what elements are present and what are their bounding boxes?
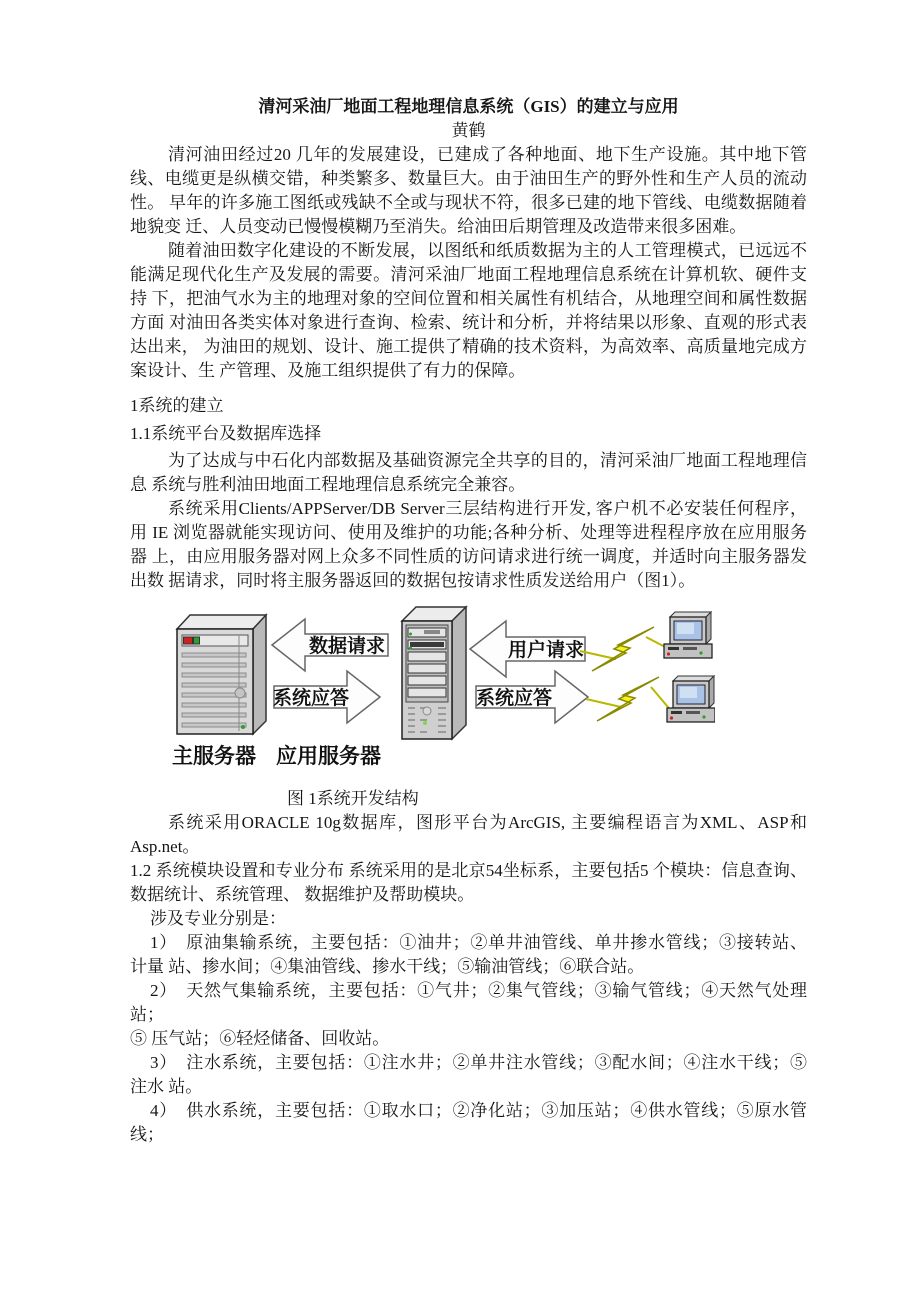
text-line: 持 下，把油气水为主的地理对象的空间位置和相关属性有机结合，从地理空间和属性数据	[130, 289, 807, 308]
text-line: 为了达成与中石化内部数据及基础资源完全共享的目的，清河采油厂地面工程地理信	[168, 451, 807, 470]
client-computer-2	[667, 676, 715, 722]
figure-caption: 图 1系统开发结构	[287, 789, 419, 808]
text-line: 4） 供水系统，主要包括：①取水口；②净化站；③加压站；④供水管线；⑤原水管	[150, 1101, 807, 1120]
app-server-label: 应用服务器	[276, 744, 381, 768]
text-line: 性。 早年的许多施工图纸或残缺不全或与现状不符，很多已建的地下管线、电缆数据随着	[130, 193, 807, 212]
text-line: ⑤ 压气站；⑥轻烃储备、回收站。	[130, 1029, 390, 1048]
text-line: 地貌变 迁、人员变动已慢慢模糊乃至消失。给油田后期管理及改造带来很多困难。	[130, 217, 747, 236]
paragraph-5	[130, 811, 807, 859]
client-computer-1	[664, 612, 712, 658]
page-title: 清河采油厂地面工程地理信息系统（GIS）的建立与应用	[258, 97, 679, 116]
arrow-user-request-label: 用户请求	[507, 640, 585, 661]
text-line: 方面 对油田各类实体对象进行查询、检索、统计和分析，并将结果以形象、直观的形式表	[130, 313, 807, 332]
list-item-2	[130, 979, 807, 1051]
arrow-system-reply-right-label: 系统应答	[475, 688, 553, 709]
text-line: 达出来， 为油田的规划、设计、施工提供了精确的技术资料，为高效率、高质量地完成方	[130, 337, 807, 356]
section-heading-1: 1系统的建立	[130, 396, 224, 415]
text-line: 随着油田数字化建设的不断发展，以图纸和纸质数据为主的人工管理模式，已远远不	[168, 241, 807, 260]
text-line: 1） 原油集输系统，主要包括：①油井；②单井油管线、单井掺水管线；③接转站、	[150, 933, 807, 952]
paragraph-1	[130, 143, 807, 239]
arrow-data-request-label: 数据请求	[308, 636, 386, 657]
text-line: 清河油田经过20 几年的发展建设，已建成了各种地面、地下生产设施。其中地下管	[168, 145, 807, 164]
list-item-3	[130, 1051, 807, 1099]
main-server-label: 主服务器	[172, 744, 256, 768]
text-line: 1.2 系统模块设置和专业分布 系统采用的是北京54坐标系，主要包括5 个模块：信息查询、	[130, 861, 807, 880]
text-line: 数据统计、系统管理、 数据维护及帮助模块。	[130, 885, 475, 904]
list-intro: 涉及专业分别是：	[150, 909, 286, 928]
paragraph-3	[130, 449, 807, 497]
author: 黄鹤	[451, 121, 486, 140]
figure-system-architecture	[130, 601, 807, 773]
text-line: 息 系统与胜利油田地面工程地理信息系统完全兼容。	[130, 475, 526, 494]
arrow-system-reply-left-label: 系统应答	[272, 688, 350, 709]
arrow-system-reply-right	[476, 671, 588, 723]
server-led-green	[194, 637, 200, 644]
paragraph-4	[130, 497, 807, 593]
section-heading-1-1: 1.1系统平台及数据库选择	[130, 424, 322, 443]
architecture-diagram	[170, 601, 715, 773]
text-line: 计量 站、掺水间；④集油管线、掺水干线；⑤输油管线；⑥联合站。	[130, 957, 645, 976]
list-item-1	[130, 931, 807, 979]
server-led-red	[184, 637, 193, 644]
text-line: 3） 注水系统，主要包括：①注水井；②单井注水管线；③配水间；④注水干线；⑤	[150, 1053, 807, 1072]
paragraph-2	[130, 239, 807, 383]
arrow-data-request	[272, 619, 388, 671]
text-line: 用 IE 浏览器就能实现访问、使用及维护的功能;各种分析、处理等进程程序放在应用服务	[130, 523, 807, 542]
text-line: 能满足现代化生产及发展的需要。清河采油厂地面工程地理信息系统在计算机软、硬件支	[130, 265, 807, 284]
lightning-bolt-2	[586, 677, 673, 721]
arrow-system-reply-left	[273, 671, 380, 723]
text-line: 出数 据请求，同时将主服务器返回的数据包按请求性质发送给用户（图1）。	[130, 571, 696, 590]
text-line: 线；	[130, 1125, 164, 1144]
arrow-user-request	[470, 621, 585, 677]
text-line: 案设计、生 产管理、及施工组织提供了有力的保障。	[130, 361, 526, 380]
text-line: 2） 天然气集输系统，主要包括：①气井；②集气管线；③输气管线；④天然气处理	[150, 981, 807, 1000]
lightning-bolt-1	[580, 627, 669, 671]
text-line: 站；	[130, 1005, 164, 1024]
text-line: 器 上，由应用服务器对网上众多不同性质的访问请求进行统一调度，并适时向主服务器发	[130, 547, 807, 566]
text-line: 系统采用Clients/APPServer/DB Server三层结构进行开发, 客户机不必安装任何程序，	[168, 499, 807, 518]
paragraph-6	[130, 859, 807, 907]
text-line: 注水 站。	[130, 1077, 203, 1096]
app-server-illustration	[402, 607, 466, 739]
list-item-4	[130, 1099, 807, 1147]
text-line: 系统采用ORACLE 10g数据库，图形平台为ArcGIS, 主要编程语言为XML、ASP和	[168, 813, 807, 832]
text-line: 线、电缆更是纵横交错，种类繁多、数量巨大。由于油田生产的野外性和生产人员的流动	[130, 169, 807, 188]
main-server-illustration	[177, 615, 266, 734]
text-line: Asp.net。	[130, 837, 200, 856]
